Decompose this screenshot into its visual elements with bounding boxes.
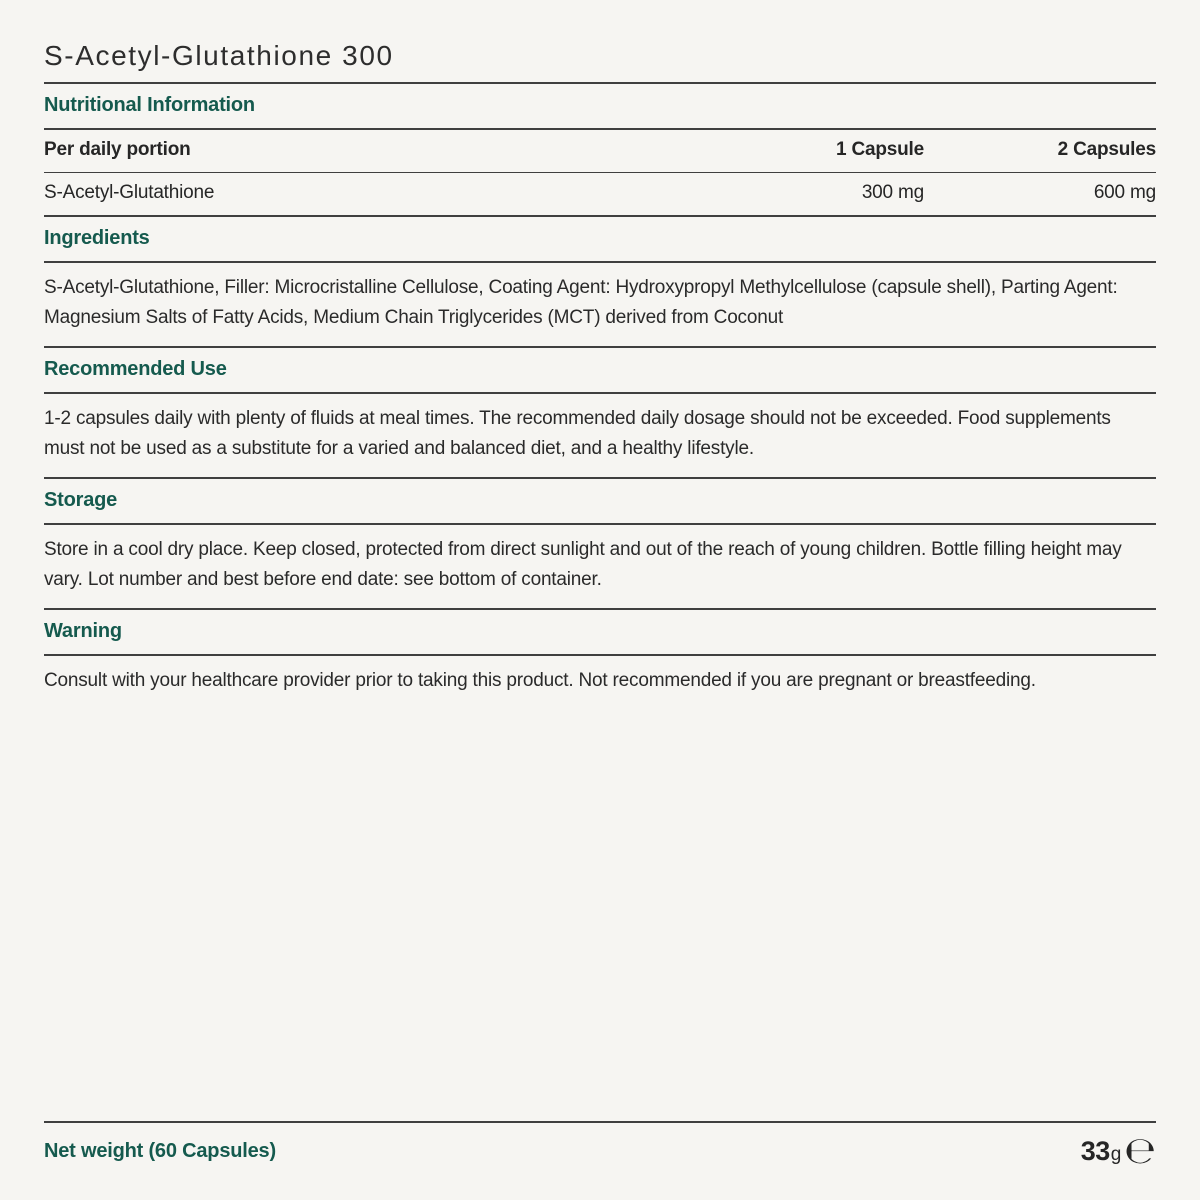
- product-title: S-Acetyl-Glutathione 300: [44, 40, 394, 71]
- storage-heading: Storage: [44, 489, 118, 512]
- column-header-2-capsules: 2 Capsules: [1057, 139, 1156, 161]
- ingredients-heading: Ingredients: [44, 227, 150, 250]
- column-header-per-daily-portion: Per daily portion: [44, 139, 191, 161]
- weight-number: 33: [1080, 1136, 1110, 1166]
- label-content: [44, 0, 1156, 709]
- warning-text: Consult with your healthcare provider prior to taking this product. Not recommended if you are pregnant or breastfeeding.: [44, 670, 1036, 692]
- nutrient-value-2-capsules: 600 mg: [1093, 182, 1156, 204]
- table-row: [44, 173, 1156, 215]
- ingredients-text: S-Acetyl-Glutathione, Filler: Microcristalline Cellulose, Coating Agent: Hydroxypropyl Methylcellulose (capsule shell), Parting Agent: Magnesium Salts of Fatty Acids, Medium Chain Triglycerides (MCT) derived from Coconut: [44, 277, 1118, 329]
- nutrition-table-header: [44, 130, 1156, 172]
- recommended-use-heading: Recommended Use: [44, 358, 227, 381]
- nutritional-information-heading: Nutritional Information: [44, 94, 255, 117]
- footer: [44, 1121, 1156, 1172]
- nutrient-name: S-Acetyl-Glutathione: [44, 182, 215, 204]
- net-weight-label: Net weight (60 Capsules): [44, 1140, 276, 1162]
- storage-text: Store in a cool dry place. Keep closed, protected from direct sunlight and out of the reach of young children. Bottle filling height may vary. Lot number and best before end date: see bottom of container.: [44, 539, 1122, 591]
- net-weight-value: 33 g ℮: [1080, 1129, 1156, 1172]
- recommended-use-text: 1-2 capsules daily with plenty of fluids at meal times. The recommended daily dosage should not be exceeded. Food supplements must not be used as a substitute for a varied and balanced diet, and a healthy lifestyle.: [44, 408, 1111, 460]
- warning-heading: Warning: [44, 620, 122, 643]
- column-header-1-capsule: 1 Capsule: [836, 139, 924, 161]
- weight-unit: g: [1110, 1144, 1122, 1165]
- nutrient-value-1-capsule: 300 mg: [861, 182, 924, 204]
